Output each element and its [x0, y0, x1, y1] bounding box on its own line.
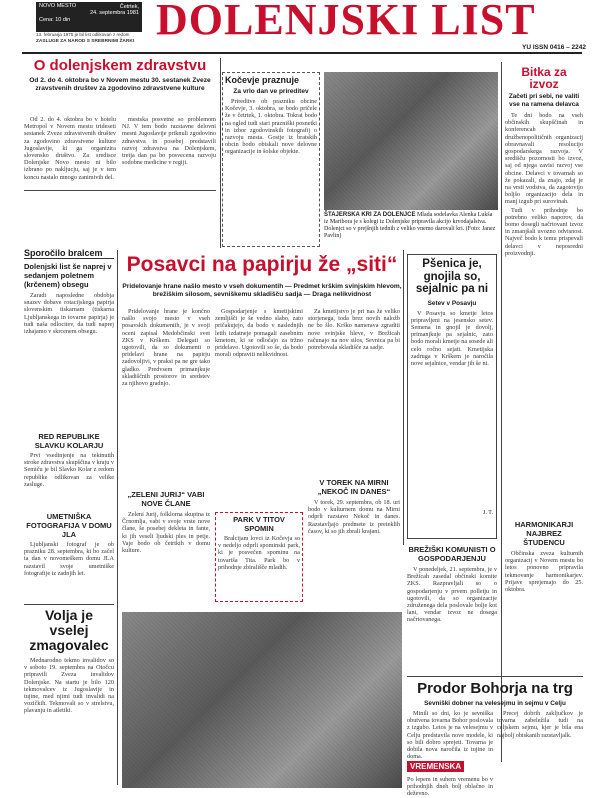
article-zeleni-title: „ZELENI JURIJ“ VABI NOVE ČLANE [127, 490, 205, 508]
article-park [215, 512, 303, 602]
article-prodor-col2 [497, 710, 583, 792]
zdravstvo-paragraph-a: Od 2. do 4. oktobra bo v hotelu Metropol v Novem mestu trideseti sestanek Zveze zdravstvenih društev za zgodovino zdravstvene kulture Jugoslavije, ki ga organizira slovensko društvo. Za sredisce Dolenjske Novo mesto ni bilo izbrano po nakljucju, saj je v tem koncu nastalo mnogo zanimivih del. [24, 116, 116, 181]
article-breziski-body [407, 566, 497, 662]
article-zdravstvo-body-b [122, 116, 216, 188]
article-posavci-lead: Pridelovanje hrane našlo mesto v vseh dokumentih — Predmet krškim svinjskim hlevom, brežiškim silosom, sevniškemu skladišču sadja — Draga nelikvidnost [122, 283, 402, 298]
article-park-body [218, 535, 300, 590]
vtorek-paragraph: V torek, 29. septembra, ob 18. uri bodo v kulturnem domu na Mirni odprli razstavo Nekoč in danes. Razstavljajo predmete iz preteklih časov, ki so jih zbrali krajani. [308, 499, 400, 535]
sporocilo-paragraph: Zaradi naposledne obdobja snazev dobave rotacijskega papirja slovenskim tiskarnam (tiskarna Ljubljanskega in tovarne papirja) je tudi naša odlocitev, da tudi naprej izhajamo v skrcenem obsegu. [24, 292, 114, 336]
article-harmonikarji [505, 520, 583, 660]
article-prodor-title: Prodor Bohorja na trg [417, 680, 573, 697]
rule-above-sporocilo [24, 190, 216, 191]
masthead-title: DOLENJSKI LIST [156, 0, 536, 44]
masthead-rule [22, 52, 582, 54]
article-posavci-col2 [215, 308, 303, 508]
article-bitka-title: Bitka za izvoz [521, 65, 567, 91]
rule-before-bitka [501, 62, 502, 762]
posavci-paragraph-2: Gospodarjenje s kmetijskimi zemljišči je še vedno slabo, zato pričakujejo, da bodo v naslednjih letih izdatneje pomagali zasebnim kmetom, ki se odločajo za tržno pridelavo. Ugotovili so še, da bodo morali odpraviti nelikvidnost. [215, 308, 303, 359]
rule-above-prodor [407, 676, 583, 677]
article-zdravstvo-lead: Od 2. do 4. oktobra bo v Novem mestu 30. sestanek Zveze zravstvenih društev za zgodovino zdravstvene kulture [29, 77, 211, 92]
article-bitka [505, 66, 583, 516]
article-breziski-title: BREŽIŠKI KOMUNISTI O GOSPODARJENJU [408, 545, 496, 563]
article-volja-body [24, 657, 114, 767]
photo-caption-title: ŠTAJERSKA KRI ZA DOLENJCE [324, 212, 416, 218]
article-volja-title: Volja je vselej zmagovalec [29, 607, 109, 653]
article-umetniska [24, 512, 114, 604]
red-paragraph: Prvi vsedinjenje na tekinutih stroke zdravstva skupščina v kraju v Semiču je bil Slavko Kolar z redom republike odlikovan za velike zasluge. [24, 452, 114, 488]
article-harmonikarji-body [505, 550, 583, 655]
issn-line: YU ISSN 0416 – 2242 [522, 44, 586, 51]
volja-paragraph: Mednarodno tekmo invalidov so v soboto 19. septembra na Otočcu pripravili Zveza invalidov Dolenjske. Na startu je bilo 120 tekmovalcev iz Jugoslavije in tujine, med njimi tudi invalidi na vozičkih. Tekmovali so v strelstvu, plavanju in atletiki. [24, 657, 114, 715]
posavci-paragraph-1: Pridelovanje hrane je končno našlo svojo mesto v vseh posavskih dokumentih, je v svoji oceni zapisal Medobčinski svet ZKS v Krškem. Delegati so ugotovili, da so dokumenti o pridelavi hrane na papirju zadovoljivi, v praksi pa ne gre tako gladko. Predvsem primanjkuje skladiščnih prostorov in sredstev za njihovo gradnjo. [122, 308, 210, 388]
article-zdravstvo [24, 58, 216, 188]
weather-box [407, 756, 493, 798]
article-harmonikarji-title: HARMONIKARJI NAJBREZ ŠTUDENCU [514, 520, 574, 547]
photo-caption [324, 212, 498, 248]
posavci-paragraph-3: Za kmetijstvo je pri nas že veliko storjenega, toda brez novih naložb ne bo šlo. Krško namerava zgraditi nove svinjske hleve, v Brežicah računajo na nov silos, Sevnica pa bi potrebovala skladišče za sadje. [308, 308, 400, 352]
article-zdravstvo-body-a [24, 116, 116, 188]
article-kocevje-title: Kočevje praznuje [225, 75, 300, 85]
article-prodor-col1 [407, 710, 493, 761]
article-kocevje [222, 72, 320, 247]
masthead [6, 2, 594, 50]
rule-before-psenica [403, 250, 404, 545]
article-volja [24, 608, 114, 788]
article-park-title: PARK V TITOV SPOMIN [233, 515, 285, 533]
article-posavci-col3 [308, 308, 400, 473]
wheelchair-photo [122, 612, 402, 788]
psenica-paragraph: V Posavju so kmetje letos pripravljeni na jesensko setev. Semena in gnojil je dovolj, primanjkuje pa sejalnic, zato bodo morali kmetje na sosede ali celo ročno sejati. Kmetijska zadruga v Krškem je naročila nove sejalnice, vendar jih še ni. [411, 309, 493, 367]
info-line-date: 24. septembra 1981 [90, 10, 139, 16]
nurse-photo [324, 72, 498, 210]
info-line-day: Četrtek, [119, 3, 139, 10]
article-psenica-body [411, 310, 493, 510]
article-posavci-col1 [122, 308, 210, 483]
article-vtorek-title: V TOREK NA MIRNI „NEKOČ IN DANES“ [317, 478, 391, 496]
rule-left-main [117, 250, 118, 785]
harmonikarji-paragraph: Občinska zveza kulturnih organizacij v Novem mestu bo letos ponovno pripravila tekmovanje harmonikarjev. Prijave sprejemajo do 25. oktobra. [505, 550, 583, 594]
info-line-city: NOVO MESTO [39, 3, 77, 9]
article-prodor-lead: Sevniški dobner na velesejmu in sejmu v Celju [424, 700, 566, 707]
founded-line: 13. februarja 1975 je bil list odlikovan z redom [36, 32, 130, 37]
article-sporocilo-body [24, 292, 114, 407]
article-red-title: RED REPUBLIKE SLAVKU KOLARJU [34, 432, 104, 450]
weather-text: Po lepem in suhem vremenu bo v prihodnjih dneh bolj oblačno in deževno. [407, 776, 493, 798]
article-psenica-sign: J. T. [483, 509, 493, 516]
article-psenica [407, 254, 497, 539]
article-red-body [24, 452, 114, 502]
photo-caption-body: Mlada sodelavka Alenka Lukša iz Maribora je s kolegi iz Dolenjske pripravila akcijo krvodajalstva. Dolenjci so v prejšnjih tednih z veliko vnemo darovali kri. (Foto: Janez Pavlin) [324, 212, 496, 239]
article-red-republike [24, 432, 114, 507]
prodor-paragraph-1: Minili so dni, ko je sevniška obutvena tovarna Bohor poslovala z izgubo. Letos je na velesejmu v Celju predstavila nove modele, ki so bili dobro sprejeti. Tovarna je dobila nova naročila iz tujine in doma. [407, 710, 493, 761]
umetniska-paragraph: Ljubljanski fotograf je ob prazniku 28. septembra, ki bo začel ta dan v novomeškem domu JLA razstavil svoje umetniške fotografije iz zadnjih let. [24, 541, 114, 577]
zdravstvo-paragraph-b: mestska posvetne so problemom NJ. V tem bodo razstavne delovni mesni Jugoslavije priknuli zgodovino zdravstva in posebej predstavili razvoj zdravstva na Dolenjskem, tretja dan pa bo posvecena razvoju sodobne medicine v regiji. [122, 116, 216, 167]
award-line: ZASLUGE ZA NAROD S SREBRNIMI ŽARKI [36, 39, 135, 44]
kocevje-paragraph: Prireditve ob prazniku obcine Kočevje, 3. oktobra, se bodo pričele že v četrtek, 1. oktobra. Tokrat bodo na ogled tudi stari prazniški posnetki in izbor zgodovinskih fotografij o razvoju mesta. Gostje iz bratskih obcin bodo obiskali nove delovne organizacije in šolske objekte. [225, 98, 317, 156]
park-paragraph: Bralcijam lovci iz Kočevja so v nedeljo odprli spominski park, ki je posvečen spominu na tovariša Tita. Park bo v prihodnje zbirališče mladih. [218, 535, 300, 571]
article-kocevje-subtitle: Za vrlo dan ve prireditev [233, 88, 309, 95]
weather-label: VREMENSKA [407, 761, 464, 772]
prodor-paragraph-2: Precej dobrih zaključkov je tovarna zabeležila tudi na celjskem sejmu, kjer je bila ena najbolj obiskanih razstavljalk. [497, 710, 583, 739]
rule-after-zdravstvo [220, 58, 221, 248]
info-line-price: Cena: 10 din [39, 16, 71, 23]
masthead-info-box [36, 2, 142, 32]
article-kocevje-body [225, 98, 317, 238]
article-vtorek-body [308, 499, 400, 597]
article-umetniska-title: UMETNIŠKA FOTOGRAFIJA V DOMU JLA [26, 512, 112, 539]
bitka-paragraph-1: Te dni bodo na vseh občinskih skupščinah in konferencah družbenopolitičnih organizacij obravnavali resolucijo gospodarskega razvoja. V središču pozornosti bo izvoz, saj od njega zavisi razvoj vse obcine. Delavci v tovarnah so že pokazali, da znajo, zdaj je na vrsti vodstva, da zagotovijo boljšo organizacijo dela in manj izgub pri surovinah. [505, 112, 583, 206]
article-vtorek [308, 478, 400, 608]
article-zeleni-jurij [122, 490, 210, 610]
breziski-paragraph: V ponedeljek, 21. septembra, je v Brežicah zasedal občinski komite ZKS. Razpravljali so o gospodarjenju v prvem polletju in ugotovili, da so organizacije združenega dela poslovale bolje kot lani, vendar izvoz ne dosega načrtovanega. [407, 566, 497, 624]
article-sporocilo-title: Sporočilo bralcem [24, 248, 114, 259]
article-umetniska-body [24, 541, 114, 605]
article-breziski [407, 545, 497, 673]
rule-above-volja [24, 604, 114, 605]
article-bitka-body [505, 112, 583, 522]
article-sporocilo [24, 248, 114, 428]
zeleni-paragraph: Zeleni Jurij, folklorna skupina iz Črnomlja, vabi v svoje vrste nove člane, še posebej dekleta in fante, ki jih veseli ljudski ples in petje. Vaje bodo ob četrtkih v domu kulture. [122, 511, 210, 555]
article-psenica-title: Pšenica je, gnojila so, sejalnic pa ni [415, 258, 489, 295]
article-psenica-lead: Setev v Posavju [427, 299, 477, 307]
article-zeleni-body [122, 511, 210, 601]
article-posavci-title: Posavci na papirju že „siti“ [126, 253, 398, 276]
article-bitka-lead: Začeti pri sebi, ne valiti vse na ramena delavca [508, 93, 580, 108]
bitka-paragraph-2: Tudi v prihodnje bo potrebno veliko naporov, da bomo dosegli načrtovani izvoz in zmanjšali uvozno odvisnost. Največ bodo k temu prispevali delavci v neposredni proizvodnji. [505, 206, 583, 257]
article-sporocilo-lead: Dolenjski list še naprej v sedanjem poletnem (krčenem) obsegu [24, 262, 112, 289]
article-prodor [407, 680, 583, 798]
article-zdravstvo-title: O dolenjskem zdravstvu [33, 57, 207, 74]
